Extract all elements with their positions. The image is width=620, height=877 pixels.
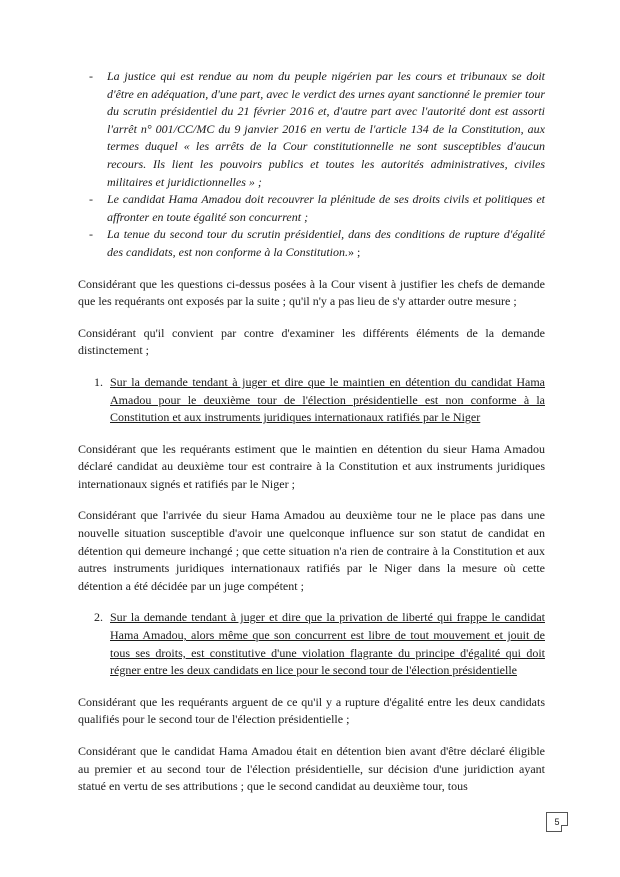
page-number: 5: [546, 812, 568, 832]
paragraph: Considérant que le candidat Hama Amadou était en détention bien avant d'être déclaré éligible au premier et au second tour de l'élection présidentielle, sur décision d'une juridiction ayant statué en vertu de ses attributions ; que le second candidat au deuxième tour, tous: [78, 744, 545, 794]
paragraph: Considérant que les questions ci-dessus posées à la Cour visent à justifier les chefs de demande que les requérants ont exposés par la suite ; qu'il n'y a pas lieu de s'y attarder outre mesure ;: [78, 276, 545, 309]
section-number: 2.: [94, 610, 103, 625]
quoted-arguments-list: [78, 68, 545, 262]
section-number: 1.: [94, 374, 103, 389]
quoted-argument: - Le candidat Hama Amadou doit recouvrer la plénitude de ses droits civils et politiques et affronter en toute égalité son concurrent ;: [78, 191, 545, 226]
paragraph: Considérant qu'il convient par contre d'examiner les différents éléments de la demande distinctement ;: [78, 325, 545, 358]
paragraph: Considérant que les requérants estiment que le maintien en détention du sieur Hama Amadou déclaré candidat au deuxième tour est contraire à la Constitution et aux instruments juridiques internationaux signés et ratifiés par le Niger ;: [78, 441, 545, 491]
section-heading-text: Sur la demande tendant à juger et dire que la privation de liberté qui frappe le candidat Hama Amadou, alors même que son concurrent est libre de tout mouvement et jouit de tous ses droits, est constitutive d'une violation flagrante du principe d'égalité qui doit régner entre les deux candidats en lice pour le second tour de l'élection présidentielle: [110, 610, 545, 678]
paragraph: Considérant que les requérants arguent de ce qu'il y a rupture d'égalité entre les deux candidats qualifiés pour le second tour de l'élection présidentielle ;: [78, 694, 545, 727]
section-heading-1: [78, 374, 545, 427]
quoted-argument: - La justice qui est rendue au nom du peuple nigérien par les cours et tribunaux se doit d'être en adéquation, d'une part, avec le verdict des urnes ayant sanctionné le premier tour du scrutin présidentiel du 21 février 2016 et, d'autre part avec l'autorité dont est assorti l'arrêt n° 001/CC/MC du 9 janvier 2016 en vertu de l'article 134 de la Constitution, aux termes duquel « les arrêts de la Cour constitutionnelle ne sont susceptibles d'aucun recours. Ils lient les pouvoirs publics et toutes les autorités administratives, civiles militaires et juridictionnelles » ;: [78, 68, 545, 191]
section-heading-2: [78, 609, 545, 679]
paragraph: Considérant que l'arrivée du sieur Hama Amadou au deuxième tour ne le place pas dans une nouvelle situation susceptible d'avoir une quelconque influence sur son statut de candidat en détention qui demeure inchangé ; que cette situation n'a rien de contraire à la Constitution et aux autres instruments juridiques internationaux ratifiés par le Niger dans la mesure où cette détention a été décidée par un juge compétent ;: [78, 508, 545, 593]
quoted-argument: - La tenue du second tour du scrutin présidentiel, dans des conditions de rupture d'égalité des candidats, est non conforme à la Constitution.» ;: [78, 226, 545, 261]
section-heading-text: Sur la demande tendant à juger et dire que le maintien en détention du candidat Hama Amadou pour le deuxième tour de l'élection présidentielle est non conforme à la Constitution et aux instruments juridiques internationaux ratifiés par le Niger: [110, 374, 545, 425]
